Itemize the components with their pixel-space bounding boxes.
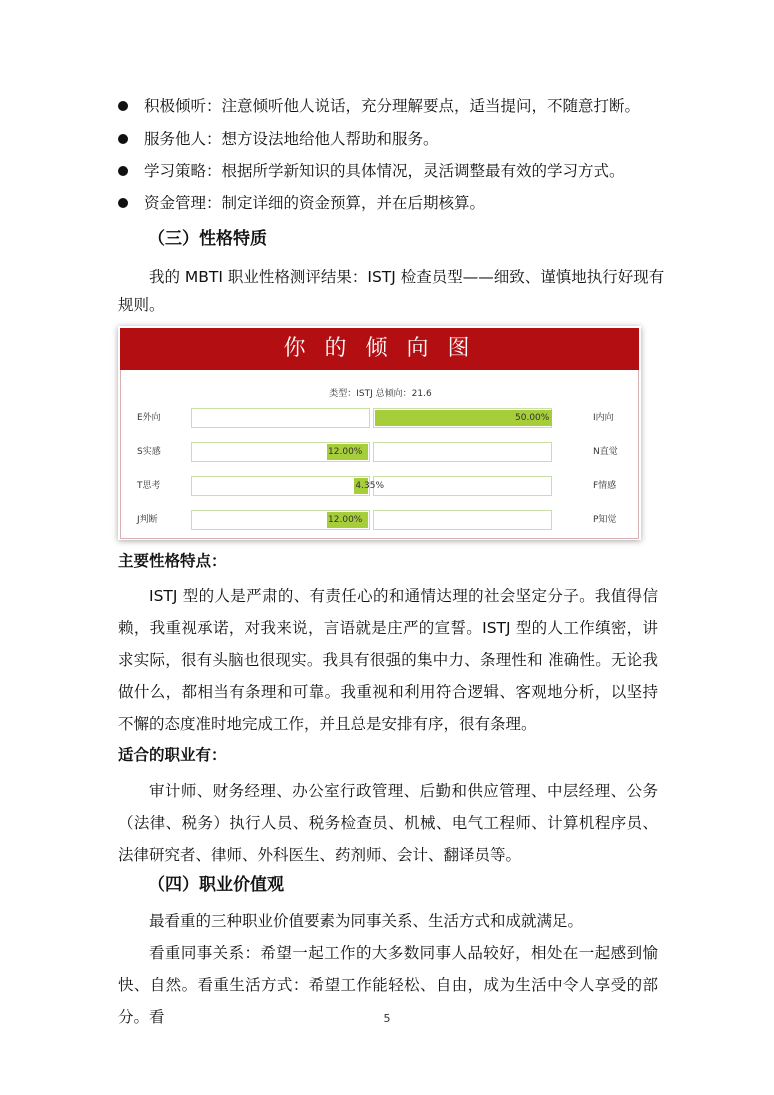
bar-track-left: [191, 408, 370, 428]
chart-title: 你 的 倾 向 图: [283, 336, 476, 361]
values-text-1: 最看重的三种职业价值要素为同事关系、生活方式和成就满足。: [149, 912, 584, 930]
bar-track-right: [373, 476, 552, 496]
row-right-label: I内向: [593, 413, 614, 423]
bullet-text: 服务他人：想方设法地给他人帮助和服务。: [144, 130, 439, 148]
row-left-label: T思考: [137, 481, 161, 491]
values-text-2: 看重同事关系：希望一起工作的大多数同事人品较好，相处在一起感到愉快、自然。看重生活方式：希望工作能轻松、自由，成为生活中令人享受的部分。看: [118, 944, 658, 1026]
bullet-dot-icon: [118, 101, 128, 111]
traits-label: 主要性格特点：: [118, 552, 227, 570]
traits-text: ISTJ 型的人是严肃的、有责任心的和通情达理的社会坚定分子。我值得信赖，我重视承诺，对我来说，言语就是庄严的宣誓。ISTJ 型的人工作缜密，讲求实际，很有头脑也很现实。我具有很强的集中力、条理性和 准确性。无论我做什么，都相当有条理和可靠。我重视和利用符合逻辑、客观地分析，以坚持不懈的态度准时地完成工作，并且总是安排有序，很有条理。: [118, 587, 658, 733]
bar-value-label: 50.00%: [515, 413, 550, 423]
values-paragraph-1: [118, 905, 658, 937]
page-number: 5: [383, 1012, 391, 1025]
row-left-label: E外向: [137, 413, 161, 423]
bar-track-right: [373, 408, 552, 428]
chart-body: [120, 370, 639, 539]
careers-label: 适合的职业有：: [118, 746, 227, 764]
bullet-dot-icon: [118, 134, 128, 144]
careers-paragraph: [118, 775, 658, 871]
bullet-text: 资金管理：制定详细的资金预算，并在后期核算。: [144, 194, 486, 212]
bullet-dot-icon: [118, 198, 128, 208]
bar-value-label: 12.00%: [328, 515, 363, 525]
section-heading-values: （四）职业价值观: [148, 875, 284, 895]
bar-value-label: 12.00%: [328, 447, 363, 457]
traits-paragraph: [118, 580, 658, 740]
section-heading-personality: （三）性格特质: [148, 229, 267, 249]
chart-header: [120, 328, 639, 370]
chart-subtitle: 类型：ISTJ 总倾向：21.6: [329, 389, 432, 399]
bar-track-right: [373, 510, 552, 530]
mbti-intro-line1: 我的 MBTI 职业性格测评结果：ISTJ 检查员型——细致、谨慎地执行好现有: [149, 268, 665, 286]
bar-track-left: [191, 476, 370, 496]
bar-track-right: [373, 442, 552, 462]
row-left-label: S实感: [137, 447, 161, 457]
row-right-label: F情感: [593, 481, 617, 491]
row-right-label: P知觉: [593, 515, 617, 525]
bar-value-label: 4.35%: [355, 481, 385, 491]
tendency-chart: [118, 326, 641, 540]
bullet-dot-icon: [118, 166, 128, 176]
bullet-text: 积极倾听：注意倾听他人说话，充分理解要点，适当提问，不随意打断。: [144, 97, 641, 115]
row-right-label: N直觉: [593, 447, 618, 457]
row-left-label: J判断: [137, 515, 158, 525]
careers-text: 审计师、财务经理、办公室行政管理、后勤和供应管理、中层经理、公务（法律、税务）执行人员、税务检查员、机械、电气工程师、计算机程序员、法律研究者、律师、外科医生、药剂师、会计、翻译员等。: [118, 782, 658, 864]
bullet-text: 学习策略：根据所学新知识的具体情况，灵活调整最有效的学习方式。: [144, 162, 625, 180]
mbti-intro-line2: 规则。: [118, 296, 165, 314]
